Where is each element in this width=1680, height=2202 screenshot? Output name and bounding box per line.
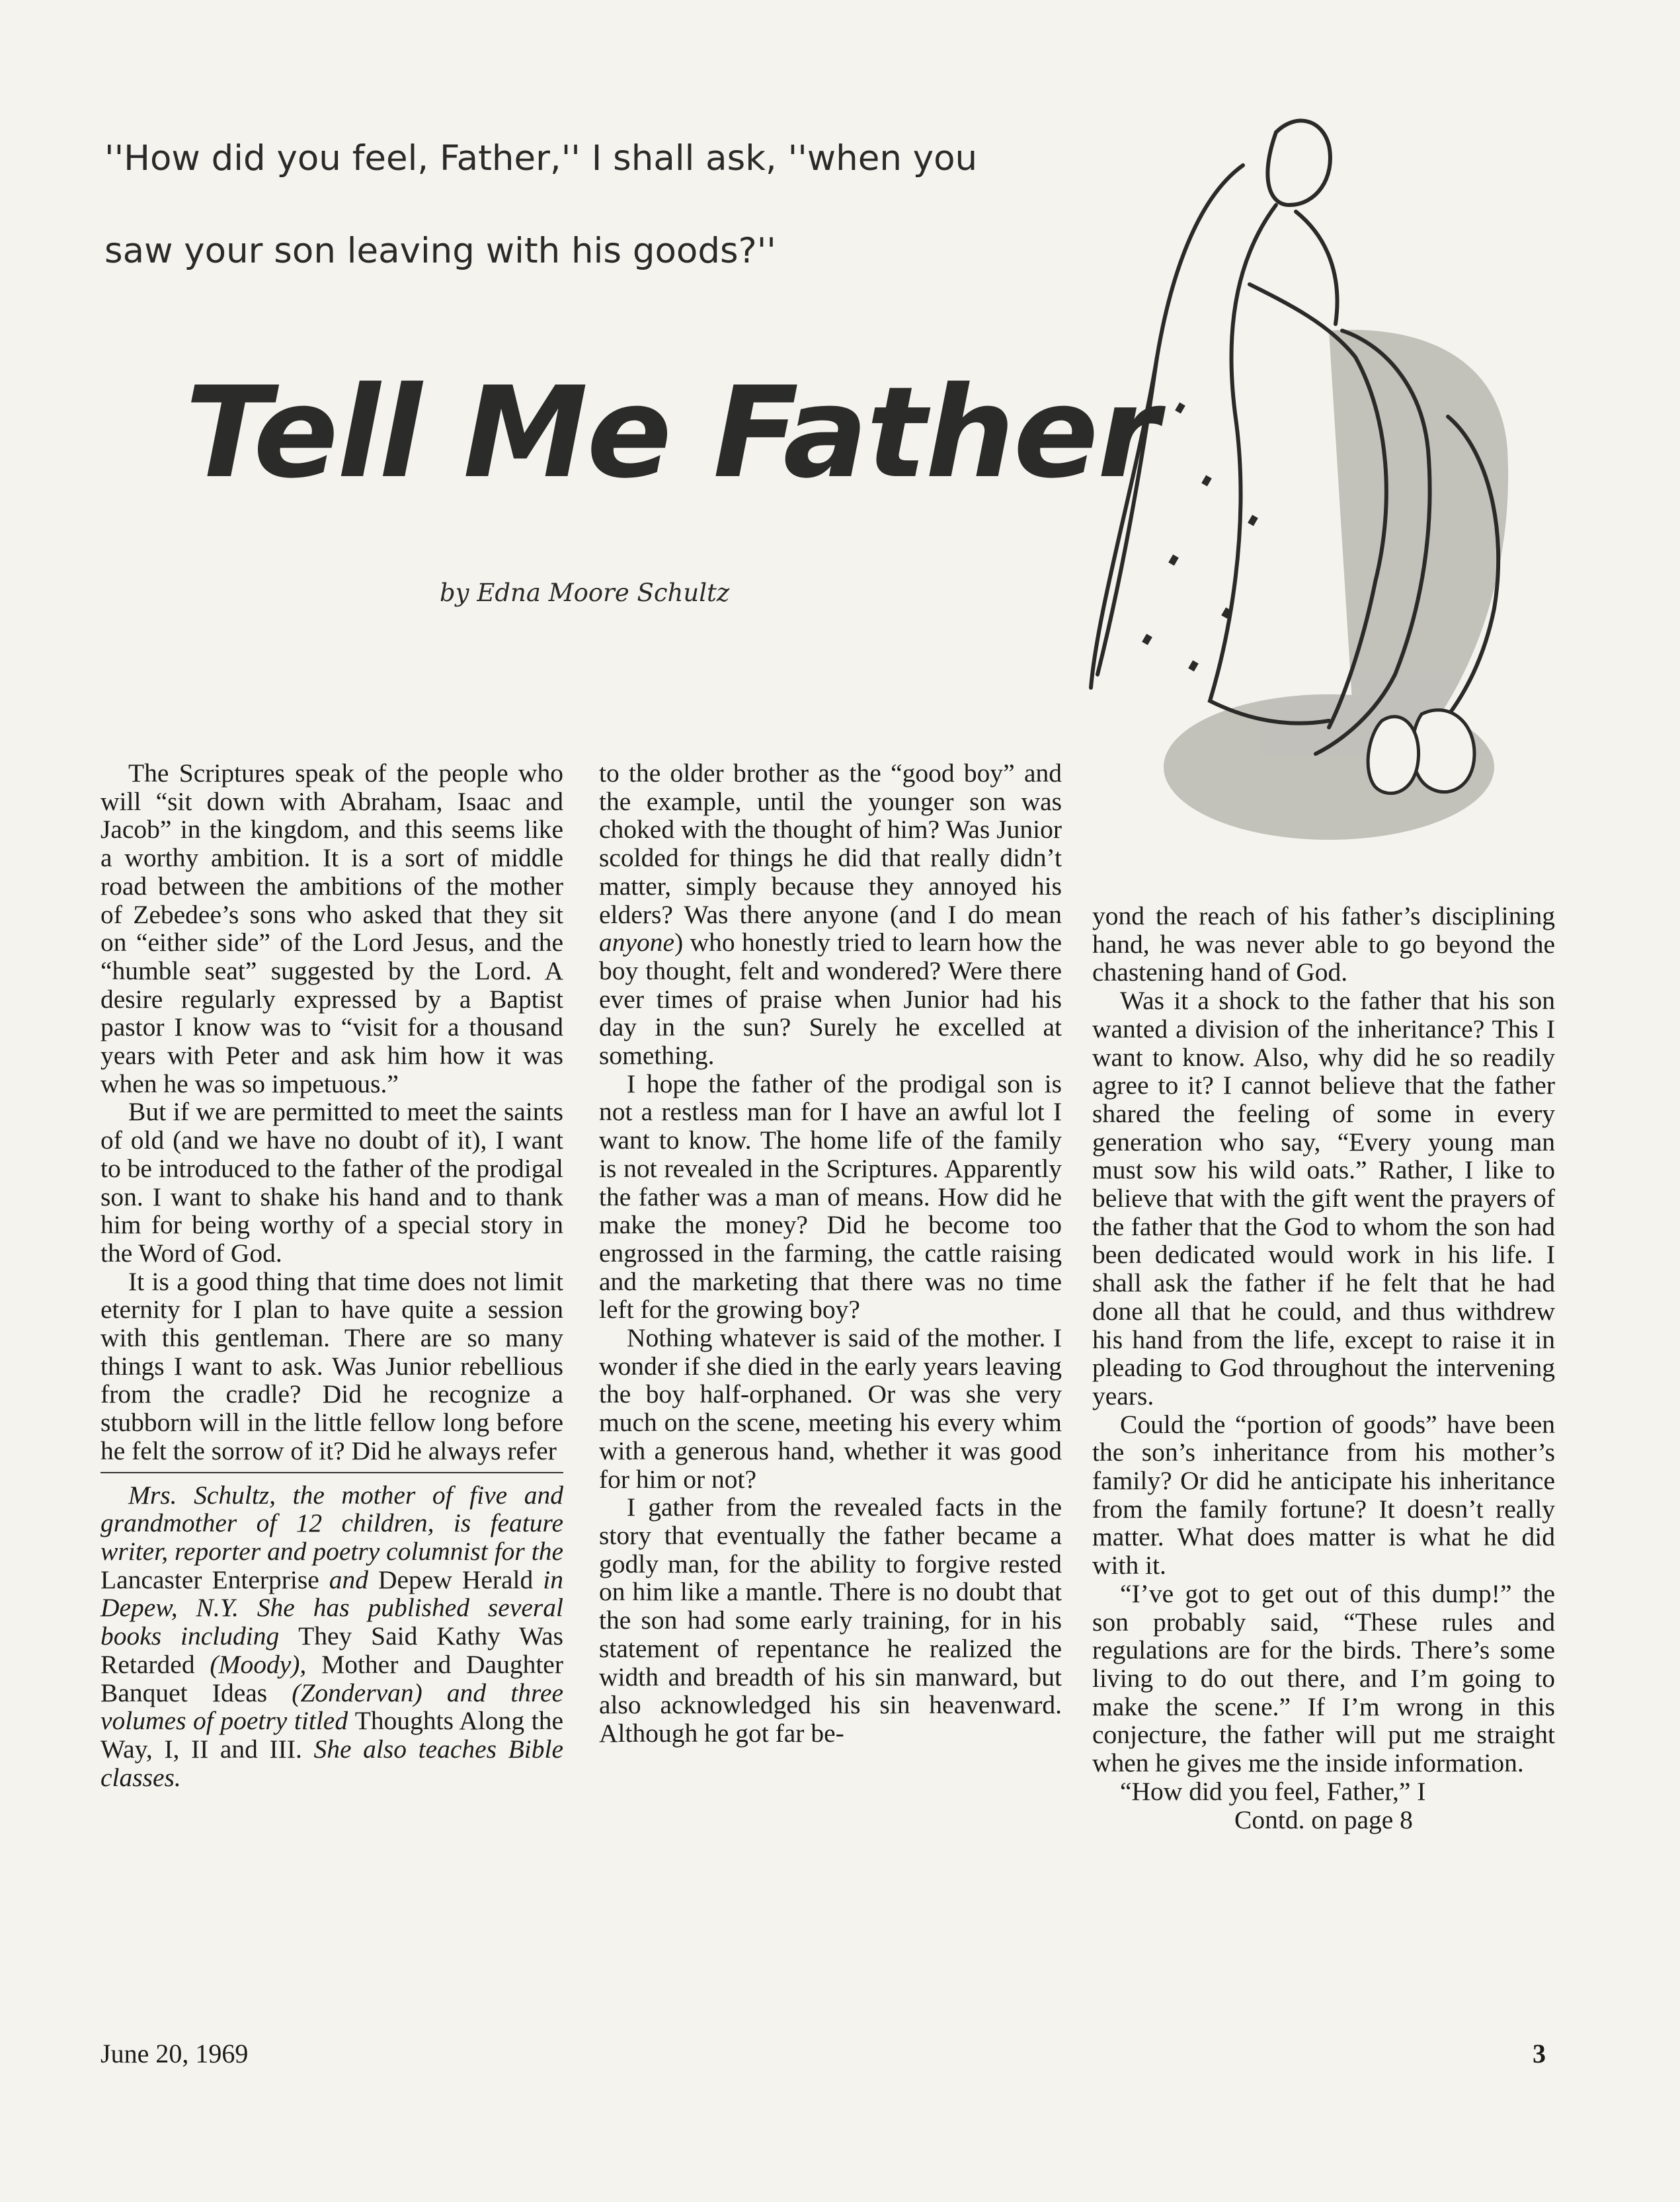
paragraph: I gather from the revealed facts in the story that eventually the father became a godly man, for the ability to forgive rested on him like a mantle. There is no doubt that the son had some early training, for in his statement of repentance he realized the width and breadth of his sin manward, but also acknowledged his sin heavenward. Although he got far be- (599, 1492, 1062, 1748)
issue-date: June 20, 1969 (100, 2039, 249, 2068)
pull-quote-line-2: saw your son leaving with his goods?'' (104, 231, 776, 271)
paragraph: to the older brother as the “good boy” and the example, until the younger son was choked with the thought of him? Was Junior scolded for things he did that really didn’t matter, simply because they annoyed his elders? Was there anyone (and I do mean anyone) who honestly tried to learn how the boy thought, felt and wondered? Were there ever times of praise when Junior had his day in the sun? Surely he excelled at something. (599, 758, 1062, 1071)
article-title: Tell Me Father (185, 360, 1158, 506)
divider (100, 1472, 563, 1473)
paragraph: Nothing whatever is said of the mother. I wonder if she died in the early years leaving the boy half-orphaned. Or was she very much on the scene, meeting his every whim with a generous hand, whether it was good for him or not? (599, 1323, 1062, 1494)
page-number: 3 (1533, 2039, 1546, 2068)
paragraph: Was it a shock to the father that his son wanted a division of the inheritance? This I want to know. Also, why did he so readily agree to it? I cannot believe that the father shared the feeling of some in every generation who say, “Every young man must sow his wild oats.” Rather, I like to believe that with the gift went the prayers of the father that the God to whom the son had been dedicated would work in his life. I shall ask the father if he felt that he had done all that he could, and thus withdrew his hand from the life, except to raise it in pleading to God throughout the intervening years. (1092, 986, 1555, 1410)
paragraph: I hope the father of the prodigal son is not a restless man for I have an awful lot I want to know. The home life of the family is not revealed in the Scriptures. Apparently the father was a man of means. How did he make the money? Did he become too engrossed in the farming, the cattle raising and the marketing that there was no time left for the growing boy? (599, 1069, 1062, 1325)
byline: by Edna Moore Schultz (440, 579, 730, 607)
paragraph: The Scriptures speak of the people who will “sit down with Abraham, Isaac and Jacob” in the kingdom, and this seems like a worthy ambition. It is a sort of middle road between the ambitions of the mother of Zebedee’s sons who asked that they sit on “either side” of the Lord Jesus, and the “humble seat” suggested by the Lord. A desire regularly expressed by a Baptist pastor I know was to “visit for a thousand years with Peter and ask him how it was when he was so impetuous.” (100, 758, 563, 1098)
paragraph: “I’ve got to get out of this dump!” the son probably said, “These rules and regulations are for the birds. There’s some living to do out there, and I’m going to make the scene.” If I’m wrong in this conjecture, the father will put me straight when he gives me the inside information. (1092, 1578, 1555, 1778)
paragraph: Could the “portion of goods” have been the son’s inheritance from his mother’s family? Or did he anticipate his inheritance from the family fortune? It doesn’t really matter. What does matter is what he did with it. (1092, 1409, 1555, 1580)
article-column-3 (1092, 902, 1555, 1834)
paragraph: “How did you feel, Father,” I (1120, 1776, 1426, 1806)
article-column-2 (599, 759, 1062, 1748)
paragraph: yond the reach of his father’s disciplining hand, he was never able to go beyond the chastening hand of God. (1092, 901, 1555, 987)
paragraph: It is a good thing that time does not limit eternity for I plan to have quite a session with this gentleman. There are so many things I want to ask. Was Junior rebellious from the cradle? Did he recognize a stubborn will in the little fellow long before he felt the sorrow of it? Did he always refer (100, 1266, 563, 1465)
pull-quote-line-1: ''How did you feel, Father,'' I shall ask, ''when you (104, 138, 978, 179)
pull-quote (104, 112, 1076, 298)
article-column-1 (100, 759, 563, 1791)
father-embracing-prodigal-son-illustration (1078, 106, 1554, 879)
continued-note: Contd. on page 8 (1234, 1805, 1413, 1834)
author-bio: Mrs. Schultz, the mother of five and grandmother of 12 children, is feature writer, reporter and poetry columnist for the Lancaster Enterprise and Depew Herald in Depew, N.Y. She has published several books including They Said Kathy Was Retarded (Moody), Mother and Daughter Banquet Ideas (Zondervan) and three volumes of poetry titled Thoughts Along the Way, I, II and III. She also teaches Bible classes. (100, 1480, 564, 1792)
paragraph: But if we are permitted to meet the saints of old (and we have no doubt of it), I want to be introduced to the father of the prodigal son. I want to shake his hand and to thank him for being worthy of a special story in the Word of God. (100, 1097, 563, 1268)
